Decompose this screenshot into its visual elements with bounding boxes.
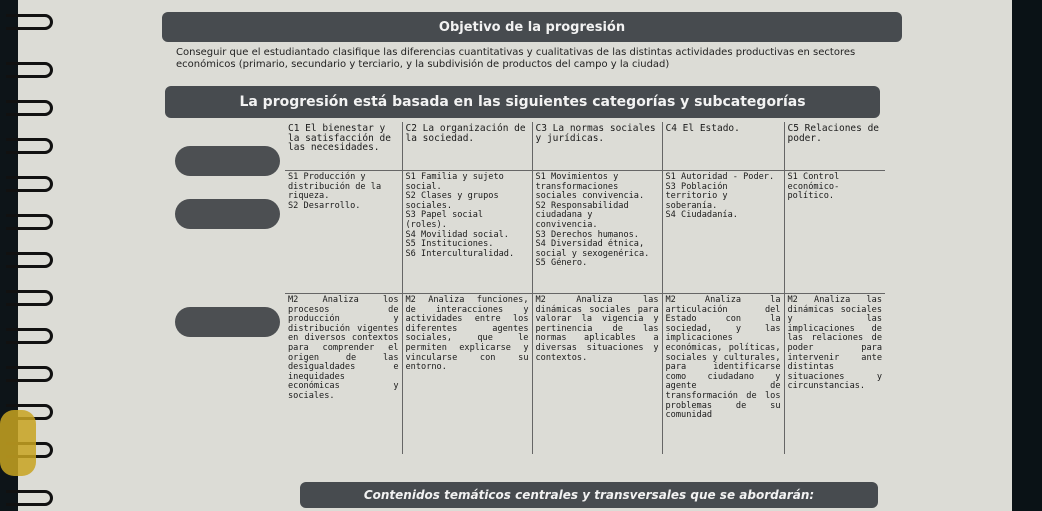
- category-cell: C5 Relaciones de poder.: [784, 122, 885, 171]
- subcategory-item: S1 Autoridad - Poder.: [665, 172, 775, 182]
- binding-ring: [6, 62, 53, 78]
- subcategory-cell: [285, 171, 402, 294]
- subcategory-item: S1 Familia y sujeto social.: [405, 172, 504, 192]
- subcategory-item: S2 Clases y grupos sociales.: [405, 191, 499, 211]
- binding-ring: [6, 290, 53, 306]
- meta-cell: M2 Analiza la articulación del Estado con la sociedad, y las implicaciones económicas, políticas, sociales y culturales, para identificarse como ciudadano y agente de transformación de los problemas de su comunidad: [662, 294, 784, 455]
- subcategory-item: S1 Movimientos y transformaciones sociales convivencia.: [535, 172, 645, 202]
- objective-title: Objetivo de la progresión: [162, 12, 902, 42]
- background-object: [0, 410, 36, 476]
- category-cell: C1 El bienestar y la satisfacción de las necesidades.: [285, 122, 402, 171]
- subcategory-item: S5 Género.: [535, 258, 588, 269]
- row-marker: [175, 307, 280, 337]
- subcategory-item: S4 Movilidad social.: [405, 229, 509, 240]
- category-cell: C2 La organización de la sociedad.: [402, 122, 532, 171]
- category-cell: C4 El Estado.: [662, 122, 784, 171]
- subcategory-item: S2 Responsabilidad ciudadana y convivencia.: [535, 200, 629, 230]
- categories-table: [285, 122, 885, 454]
- subcategory-cell: [784, 171, 885, 294]
- contents-title: Contenidos temáticos centrales y transversales que se abordarán:: [300, 482, 878, 508]
- row-marker: [175, 199, 280, 229]
- subcategory-cell: [532, 171, 662, 294]
- subcategory-item: S5 Instituciones.: [405, 239, 494, 250]
- meta-row: [285, 294, 885, 455]
- subcategory-item: S3 Derechos humanos.: [535, 229, 639, 240]
- binding-ring: [6, 176, 53, 192]
- subcategory-item: S6 Interculturalidad.: [405, 248, 515, 259]
- meta-cell: M2 Analiza funciones, de interacciones y actividades entre los diferentes agentes sociales, que le permiten explicarse y vincularse con su entorno.: [402, 294, 532, 455]
- binding-ring: [6, 14, 53, 30]
- binding-ring: [6, 252, 53, 268]
- meta-cell: M2 Analiza los procesos de producción y distribución vigentes en diversos contextos para comprender el origen de las desigualdades e inequidades económicas y sociales.: [285, 294, 402, 455]
- binding-ring: [6, 366, 53, 382]
- subcategory-item: S1 Control económico-político.: [787, 172, 840, 202]
- row-marker: [175, 146, 280, 176]
- subcategory-item: S2 Desarrollo.: [288, 200, 361, 211]
- subcategory-item: S3 Población territorio y soberanía.: [665, 181, 728, 211]
- binding-ring: [6, 100, 53, 116]
- meta-cell: M2 Analiza las dinámicas sociales y las implicaciones de las relaciones de poder para intervenir ante distintas situaciones y circunstancias.: [787, 295, 882, 392]
- objective-text: Conseguir que el estudiantado clasifique las diferencias cuantitativas y cualitativas de las distintas actividades productivas en sectores económicos (primario, secundario y terciario, y la subdivisión de productos del campo y la ciudad): [176, 47, 856, 70]
- meta-cell: M2 Analiza las dinámicas sociales para valorar la vigencia y pertinencia de las normas aplicables a diversas situaciones y contextos.: [532, 294, 662, 455]
- subcategory-cell: [662, 171, 784, 294]
- subcategory-cell: [402, 171, 532, 294]
- categories-title: La progresión está basada en las siguientes categorías y subcategorías: [165, 86, 880, 118]
- binding-ring: [6, 490, 53, 506]
- category-row: [285, 122, 885, 171]
- background-edge: [1012, 0, 1042, 511]
- subcategory-item: S4 Ciudadanía.: [665, 210, 738, 221]
- subcategory-row: [285, 171, 885, 294]
- binding-ring: [6, 328, 53, 344]
- category-cell: C3 La normas sociales y jurídicas.: [532, 122, 662, 171]
- subcategory-item: S1 Producción y distribución de la riqueza.: [288, 172, 382, 202]
- binding-ring: [6, 138, 53, 154]
- subcategory-item: S3 Papel social (roles).: [405, 210, 484, 230]
- subcategory-item: S4 Diversidad étnica, social y sexogenérica.: [535, 239, 650, 259]
- binding-ring: [6, 214, 53, 230]
